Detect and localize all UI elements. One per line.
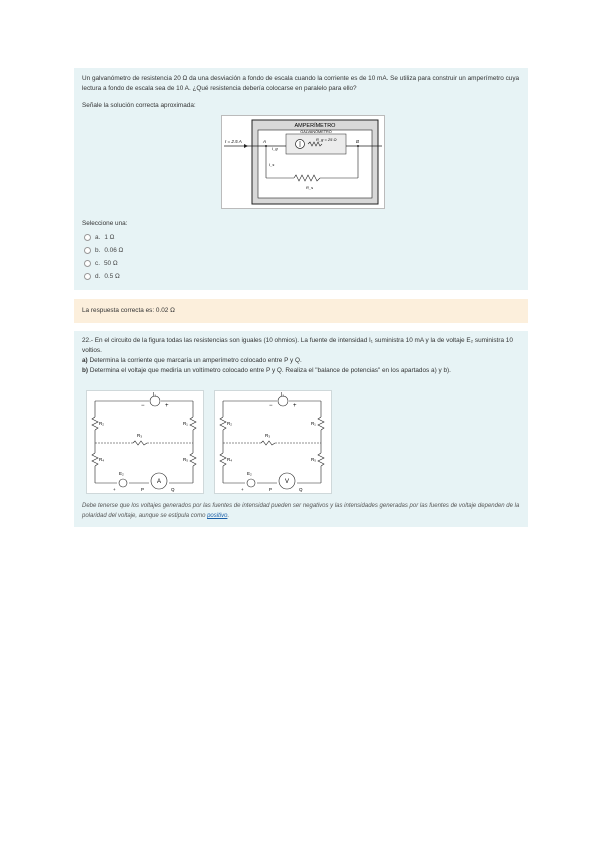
question-2-part-a: a) Determina la corriente que marcaría un amperímetro colocado entre P y Q. bbox=[82, 357, 302, 364]
node-a-label: A bbox=[263, 139, 267, 144]
option-d[interactable]: d. 0.5 Ω bbox=[84, 273, 120, 280]
question-1-text: Un galvanómetro de resistencia 20 Ω da una desviación a fondo de escala cuando la corriente es de 10 mA. Se utiliza para construir un amperímetro cuya lectura a fondo de escala sea de 10 A. ¿Qué resistencia debería colocarse en paralelo para ello? bbox=[82, 75, 520, 92]
svg-text:I₁: I₁ bbox=[281, 392, 285, 398]
svg-text:+: + bbox=[293, 403, 297, 409]
svg-text:+: + bbox=[113, 487, 116, 492]
svg-text:R₁: R₁ bbox=[183, 421, 188, 426]
question-2-note: Debe tenerse que los voltajes generados por las fuentes de intensidad pueden ser negativos y las intensidades generadas por las fuentes de voltaje dependen de la polaridad del voltaje, aunque se estipula como positivo. bbox=[82, 503, 520, 519]
select-label: Seleccione una: bbox=[82, 220, 128, 227]
svg-text:R₁: R₁ bbox=[311, 421, 316, 426]
voltmeter-icon: V bbox=[285, 479, 290, 485]
correct-answer-text: La respuesta correcta es: 0.02 Ω bbox=[82, 307, 175, 314]
svg-text:+: + bbox=[241, 487, 244, 492]
svg-text:R₅: R₅ bbox=[183, 457, 189, 462]
rs-label: R_s bbox=[306, 185, 314, 190]
svg-text:Q: Q bbox=[299, 487, 303, 492]
svg-text:R₂: R₂ bbox=[227, 421, 232, 426]
question-1-hint: Señale la solución correcta aproximada: bbox=[82, 102, 196, 109]
radio-icon[interactable] bbox=[84, 260, 91, 267]
svg-text:−: − bbox=[269, 403, 273, 409]
figure-subtitle: GALVANÓMETRO bbox=[300, 130, 332, 134]
option-b[interactable]: b. 0.06 Ω bbox=[84, 247, 123, 254]
svg-text:E₂: E₂ bbox=[247, 471, 252, 476]
circuit-ammeter bbox=[86, 390, 204, 494]
svg-text:R₂: R₂ bbox=[99, 421, 104, 426]
ammeter-icon: A bbox=[157, 479, 162, 485]
svg-text:R₃: R₃ bbox=[137, 433, 143, 438]
option-a[interactable]: a. 1 Ω bbox=[84, 234, 114, 241]
radio-icon[interactable] bbox=[84, 273, 91, 280]
radio-icon[interactable] bbox=[84, 247, 91, 254]
ig-label: I_g bbox=[272, 146, 278, 151]
figure-current-label: I = 2.5 A bbox=[225, 139, 242, 144]
radio-icon[interactable] bbox=[84, 234, 91, 241]
svg-text:Q: Q bbox=[171, 487, 175, 492]
svg-text:R₅: R₅ bbox=[311, 457, 317, 462]
svg-text:E₂: E₂ bbox=[119, 471, 124, 476]
circuit-voltmeter bbox=[214, 390, 332, 494]
question-2-block bbox=[74, 331, 528, 527]
svg-text:I₁: I₁ bbox=[153, 392, 157, 398]
ammeter-figure bbox=[221, 115, 385, 209]
svg-text:R₃: R₃ bbox=[265, 433, 271, 438]
correct-answer-feedback bbox=[74, 299, 528, 323]
question-2-intro: 22.- En el circuito de la figura todas las resistencias son iguales (10 ohmios). La fuente de intensidad I₁ suministra 10 mA y la de voltaje E₂ suministra 10 voltios. bbox=[82, 337, 513, 354]
svg-text:P: P bbox=[141, 487, 145, 492]
rg-label: R_g = 25 Ω bbox=[316, 137, 337, 142]
svg-text:P: P bbox=[269, 487, 273, 492]
note-link[interactable]: positivo bbox=[207, 513, 228, 519]
svg-text:+: + bbox=[165, 403, 169, 409]
is-label: I_s bbox=[269, 162, 275, 167]
svg-text:−: − bbox=[141, 403, 145, 409]
question-1-block bbox=[74, 68, 528, 290]
node-b-label: B bbox=[356, 139, 360, 144]
option-c[interactable]: c. 50 Ω bbox=[84, 260, 118, 267]
question-2-part-b: b) Determina el voltaje que mediría un voltímetro colocado entre P y Q. Realiza el "balance de potencias" en los apartados a) y b). bbox=[82, 367, 451, 374]
svg-text:R₄: R₄ bbox=[99, 457, 105, 462]
svg-text:R₄: R₄ bbox=[227, 457, 233, 462]
figure-title: AMPERÍMETRO bbox=[294, 123, 336, 129]
question-2-text bbox=[82, 336, 522, 376]
